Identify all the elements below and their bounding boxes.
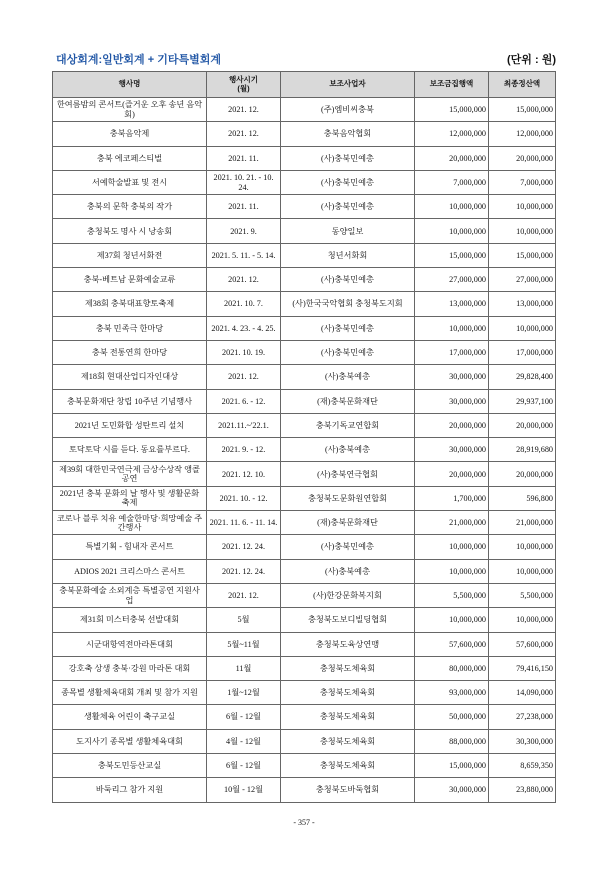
event-name-cell: 2021년 도민화합 성탄트리 설치 [53,414,207,438]
period-cell: 5월 [207,608,281,632]
operator-cell: 동양일보 [281,219,415,243]
table-row [53,438,556,462]
settled-amount-cell: 7,000,000 [489,171,556,195]
table-row [53,268,556,292]
operator-cell: (사)충북민예총 [281,535,415,559]
executed-amount-cell: 1,700,000 [415,487,489,511]
executed-amount-cell: 30,000,000 [415,365,489,389]
table-row [53,657,556,681]
table-row [53,511,556,535]
column-header-settled-amount: 최종정산액 [489,72,556,98]
settled-amount-cell: 79,416,150 [489,657,556,681]
executed-amount-cell: 30,000,000 [415,778,489,802]
column-header-operator: 보조사업자 [281,72,415,98]
executed-amount-cell: 5,500,000 [415,584,489,608]
event-name-cell: 제39회 대한민국연극제 금상수상작 앵콜공연 [53,462,207,486]
event-name-cell: 바둑리그 참가 지원 [53,778,207,802]
event-name-cell: 강호축 상생 충북·강원 마라톤 대회 [53,657,207,681]
executed-amount-cell: 20,000,000 [415,462,489,486]
settled-amount-cell: 10,000,000 [489,317,556,341]
table-row [53,414,556,438]
table-row [53,681,556,705]
settled-amount-cell: 29,937,100 [489,390,556,414]
table-row [53,195,556,219]
executed-amount-cell: 13,000,000 [415,292,489,316]
period-cell: 2021. 5. 11. - 5. 14. [207,244,281,268]
period-cell: 2021. 10. - 12. [207,487,281,511]
executed-amount-cell: 15,000,000 [415,244,489,268]
operator-cell: (사)충북민예총 [281,171,415,195]
period-cell: 2021. 4. 23. - 4. 25. [207,317,281,341]
operator-cell: (사)한국국악협회 충청북도지회 [281,292,415,316]
settled-amount-cell: 20,000,000 [489,147,556,171]
settled-amount-cell: 20,000,000 [489,414,556,438]
event-name-cell: 제18회 현대산업디자인대상 [53,365,207,389]
event-name-cell: 충북도민등산교실 [53,754,207,778]
period-cell: 2021. 10. 19. [207,341,281,365]
event-name-cell: 충북-베트남 문화예술교류 [53,268,207,292]
settled-amount-cell: 5,500,000 [489,584,556,608]
table-row [53,608,556,632]
column-header-executed-amount: 보조금집행액 [415,72,489,98]
table-row [53,147,556,171]
settled-amount-cell: 23,880,000 [489,778,556,802]
period-cell: 2021. 9. [207,219,281,243]
executed-amount-cell: 7,000,000 [415,171,489,195]
period-cell: 2021. 10. 7. [207,292,281,316]
table-row [53,487,556,511]
period-cell: 2021. 6. - 12. [207,390,281,414]
operator-cell: 충북기독교연합회 [281,414,415,438]
executed-amount-cell: 80,000,000 [415,657,489,681]
operator-cell: 충청북도체육회 [281,730,415,754]
period-cell: 2021. 12. 24. [207,560,281,584]
settled-amount-cell: 28,919,680 [489,438,556,462]
operator-cell: 충청북도체육회 [281,657,415,681]
period-cell: 2021. 9. - 12. [207,438,281,462]
executed-amount-cell: 12,000,000 [415,122,489,146]
executed-amount-cell: 10,000,000 [415,608,489,632]
settled-amount-cell: 14,090,000 [489,681,556,705]
settled-amount-cell: 596,800 [489,487,556,511]
executed-amount-cell: 10,000,000 [415,195,489,219]
event-name-cell: 도지사기 종목별 생활체육대회 [53,730,207,754]
period-cell: 6월 - 12월 [207,705,281,729]
table-row [53,122,556,146]
event-name-cell: 충북문화예술 소외계층 특별공연 지원사업 [53,584,207,608]
settled-amount-cell: 21,000,000 [489,511,556,535]
executed-amount-cell: 30,000,000 [415,438,489,462]
operator-cell: (사)충북예총 [281,438,415,462]
period-cell: 2021. 12. 10. [207,462,281,486]
settled-amount-cell: 13,000,000 [489,292,556,316]
event-name-cell: 2021년 충북 문화의 날 행사 및 생활문화축제 [53,487,207,511]
column-header-event-name: 행사명 [53,72,207,98]
table-row [53,633,556,657]
account-scope-title: 대상회계:일반회계 + 기타특별회계 [56,54,221,66]
period-cell: 2021. 12. [207,98,281,122]
executed-amount-cell: 10,000,000 [415,219,489,243]
event-name-cell: 시군대항역전마라톤대회 [53,633,207,657]
page-number: - 357 - [293,818,315,827]
table-row [53,341,556,365]
table-row [53,171,556,195]
executed-amount-cell: 10,000,000 [415,317,489,341]
event-name-cell: 충청북도 명사 시 낭송회 [53,219,207,243]
settled-amount-cell: 27,238,000 [489,705,556,729]
event-name-cell: 충북문화재단 창립 10주년 기념행사 [53,390,207,414]
table-row [53,462,556,486]
settled-amount-cell: 10,000,000 [489,195,556,219]
executed-amount-cell: 50,000,000 [415,705,489,729]
settled-amount-cell: 27,000,000 [489,268,556,292]
executed-amount-cell: 20,000,000 [415,147,489,171]
event-name-cell: ADIOS 2021 크리스마스 콘서트 [53,560,207,584]
event-name-cell: 충북 에코페스티벌 [53,147,207,171]
subsidy-settlement-table [52,71,556,803]
table-row [53,778,556,802]
operator-cell: 충청북도바둑협회 [281,778,415,802]
settled-amount-cell: 57,600,000 [489,633,556,657]
period-cell: 2021. 11. 6. - 11. 14. [207,511,281,535]
settled-amount-cell: 29,828,400 [489,365,556,389]
period-cell: 2021. 11. [207,147,281,171]
executed-amount-cell: 30,000,000 [415,390,489,414]
operator-cell: (재)충북문화재단 [281,511,415,535]
period-cell: 2021. 12. 24. [207,535,281,559]
event-name-cell: 토닥토닥 시를 듣다. 동요를부르다. [53,438,207,462]
executed-amount-cell: 21,000,000 [415,511,489,535]
executed-amount-cell: 93,000,000 [415,681,489,705]
table-row [53,754,556,778]
period-cell: 2021. 12. [207,584,281,608]
settled-amount-cell: 15,000,000 [489,98,556,122]
table-header-row [53,72,556,98]
period-cell: 2021. 10. 21. - 10. 24. [207,171,281,195]
event-name-cell: 충북 전통연희 한마당 [53,341,207,365]
table-row [53,730,556,754]
executed-amount-cell: 15,000,000 [415,98,489,122]
event-name-cell: 충북의 문학 충북의 작가 [53,195,207,219]
unit-label: (단위 : 원) [507,54,556,66]
period-cell: 4월 - 12월 [207,730,281,754]
event-name-cell: 제38회 충북대표향토축제 [53,292,207,316]
period-cell: 10월 - 12월 [207,778,281,802]
operator-cell: (사)충북예총 [281,365,415,389]
event-name-cell: 생활체육 어린이 축구교실 [53,705,207,729]
operator-cell: (재)충북문화재단 [281,390,415,414]
executed-amount-cell: 20,000,000 [415,414,489,438]
event-name-cell: 코로나 블루 치유 예술한마당·희망예술 주간행사 [53,511,207,535]
event-name-cell: 충북 민족극 한마당 [53,317,207,341]
settled-amount-cell: 15,000,000 [489,244,556,268]
period-cell: 2021. 11. [207,195,281,219]
executed-amount-cell: 88,000,000 [415,730,489,754]
event-name-cell: 제37회 청년서화전 [53,244,207,268]
table-row [53,317,556,341]
operator-cell: 충청북도체육회 [281,705,415,729]
settled-amount-cell: 10,000,000 [489,560,556,584]
table-row [53,584,556,608]
executed-amount-cell: 17,000,000 [415,341,489,365]
table-row [53,244,556,268]
period-cell: 11월 [207,657,281,681]
period-cell: 2021.11.~'22.1. [207,414,281,438]
settled-amount-cell: 10,000,000 [489,219,556,243]
period-cell: 6월 - 12월 [207,754,281,778]
settled-amount-cell: 10,000,000 [489,608,556,632]
operator-cell: 충청북도보디빌딩협회 [281,608,415,632]
period-cell: 1월~12월 [207,681,281,705]
table-row [53,705,556,729]
operator-cell: 충청북도체육회 [281,681,415,705]
settled-amount-cell: 30,300,000 [489,730,556,754]
period-cell: 2021. 12. [207,122,281,146]
operator-cell: 청년서화회 [281,244,415,268]
event-name-cell: 서예학술발표 및 전시 [53,171,207,195]
settled-amount-cell: 10,000,000 [489,535,556,559]
event-name-cell: 충북음악제 [53,122,207,146]
table-row [53,560,556,584]
operator-cell: 충북음악협회 [281,122,415,146]
settled-amount-cell: 17,000,000 [489,341,556,365]
operator-cell: (사)충북민예총 [281,268,415,292]
executed-amount-cell: 10,000,000 [415,560,489,584]
executed-amount-cell: 10,000,000 [415,535,489,559]
table-row [53,390,556,414]
event-name-cell: 종목별 생활체육대회 개최 및 참가 지원 [53,681,207,705]
operator-cell: 충청북도육상연맹 [281,633,415,657]
operator-cell: (사)충북민예총 [281,317,415,341]
event-name-cell: 한여름밤의 콘서트(즐거운 오후 송년 음악회) [53,98,207,122]
period-cell: 5월~11월 [207,633,281,657]
period-cell: 2021. 12. [207,268,281,292]
operator-cell: (사)충북연극협회 [281,462,415,486]
table-row [53,292,556,316]
period-cell: 2021. 12. [207,365,281,389]
column-header-period: 행사시기 (월) [207,72,281,98]
operator-cell: (사)충북민예총 [281,341,415,365]
operator-cell: (사)충북민예총 [281,195,415,219]
table-row [53,98,556,122]
operator-cell: (주)엠비씨충북 [281,98,415,122]
operator-cell: (사)한강문화복지회 [281,584,415,608]
executed-amount-cell: 15,000,000 [415,754,489,778]
settled-amount-cell: 20,000,000 [489,462,556,486]
settled-amount-cell: 12,000,000 [489,122,556,146]
executed-amount-cell: 57,600,000 [415,633,489,657]
operator-cell: (사)충북예총 [281,560,415,584]
operator-cell: 충청북도문화원연합회 [281,487,415,511]
event-name-cell: 특별기획 - 힘내자 콘서트 [53,535,207,559]
table-row [53,219,556,243]
table-row [53,365,556,389]
operator-cell: 충청북도체육회 [281,754,415,778]
event-name-cell: 제31회 미스터충북 선발대회 [53,608,207,632]
executed-amount-cell: 27,000,000 [415,268,489,292]
table-body [53,98,556,803]
table-row [53,535,556,559]
operator-cell: (사)충북민예총 [281,147,415,171]
settled-amount-cell: 8,659,350 [489,754,556,778]
